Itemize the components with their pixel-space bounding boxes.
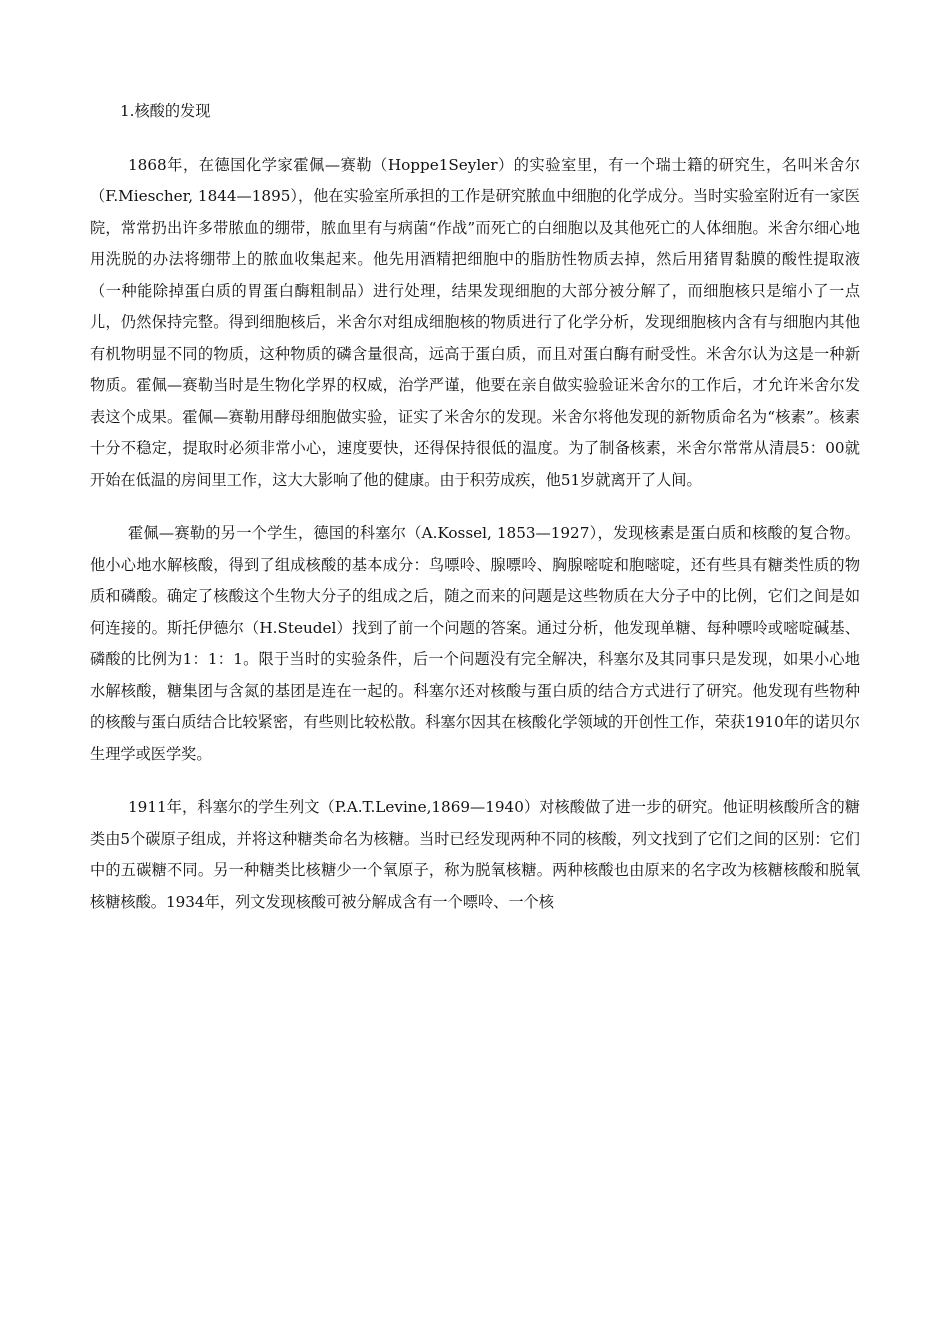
- paragraph-miescher: 1868年，在德国化学家霍佩—赛勒（Hoppe1Seyler）的实验室里，有一个瑞士籍的研究生，名叫米舍尔（F.Miescher, 1844—1895），他在实验室所承担的工作是研究脓血中细胞的化学成分。当时实验室附近有一家医院，常常扔出许多带脓血的绷带，脓血里有与病菌“作战”而死亡的白细胞以及其他死亡的人体细胞。米舍尔细心地用洗脱的办法将绷带上的脓血收集起来。他先用酒精把细胞中的脂肪性物质去掉，然后用猪胃黏膜的酸性提取液（一种能除掉蛋白质的胃蛋白酶粗制品）进行处理，结果发现细胞的大部分被分解了，而细胞核只是缩小了一点儿，仍然保持完整。得到细胞核后，米舍尔对组成细胞核的物质进行了化学分析，发现细胞核内含有与细胞内其他有机物明显不同的物质，这种物质的磷含量很高，远高于蛋白质，而且对蛋白酶有耐受性。米舍尔认为这是一种新物质。霍佩—赛勒当时是生物化学界的权威，治学严谨，他要在亲自做实验验证米舍尔的工作后，才允许米舍尔发表这个成果。霍佩—赛勒用酵母细胞做实验，证实了米舍尔的发现。米舍尔将他发现的新物质命名为“核素”。核素十分不稳定，提取时必须非常小心，速度要快，还得保持很低的温度。为了制备核素，米舍尔常常从清晨5：00就开始在低温的房间里工作，这大大影响了他的健康。由于积劳成疾，他51岁就离开了人间。: [90, 155, 860, 489]
- paragraph-kossel: 霍佩—赛勒的另一个学生，德国的科塞尔（A.Kossel, 1853—1927），发现核素是蛋白质和核酸的复合物。他小心地水解核酸，得到了组成核酸的基本成分：鸟嘌呤、腺嘌呤、胸腺嘧啶和胞嘧啶，还有些具有糖类性质的物质和磷酸。确定了核酸这个生物大分子的组成之后，随之而来的问题是这些物质在大分子中的比例，它们之间是如何连接的。斯托伊德尔（H.Steudel）找到了前一个问题的答案。通过分析，他发现单糖、每种嘌呤或嘧啶碱基、磷酸的比例为1：1：1。限于当时的实验条件，后一个问题没有完全解决，科塞尔及其同事只是发现，如果小心地水解核酸，糖集团与含氮的基团是连在一起的。科塞尔还对核酸与蛋白质的结合方式进行了研究。他发现有些物种的核酸与蛋白质结合比较紧密，有些则比较松散。科塞尔因其在核酸化学领域的开创性工作，荣获1910年的诺贝尔生理学或医学奖。: [90, 524, 860, 763]
- section-heading: 1.核酸的发现: [120, 102, 211, 120]
- document-body: [90, 96, 860, 940]
- paragraph-levine: 1911年，科塞尔的学生列文（P.A.T.Levine,1869—1940）对核酸做了进一步的研究。他证明核酸所含的糖类由5个碳原子组成，并将这种糖类命名为核糖。当时已经发现两种不同的核酸，列文找到了它们之间的区别：它们中的五碳糖不同。另一种糖类比核糖少一个氧原子，称为脱氧核糖。两种核酸也由原来的名字改为核糖核酸和脱氧核糖核酸。1934年，列文发现核酸可被分解成含有一个嘌呤、一个核: [90, 798, 860, 911]
